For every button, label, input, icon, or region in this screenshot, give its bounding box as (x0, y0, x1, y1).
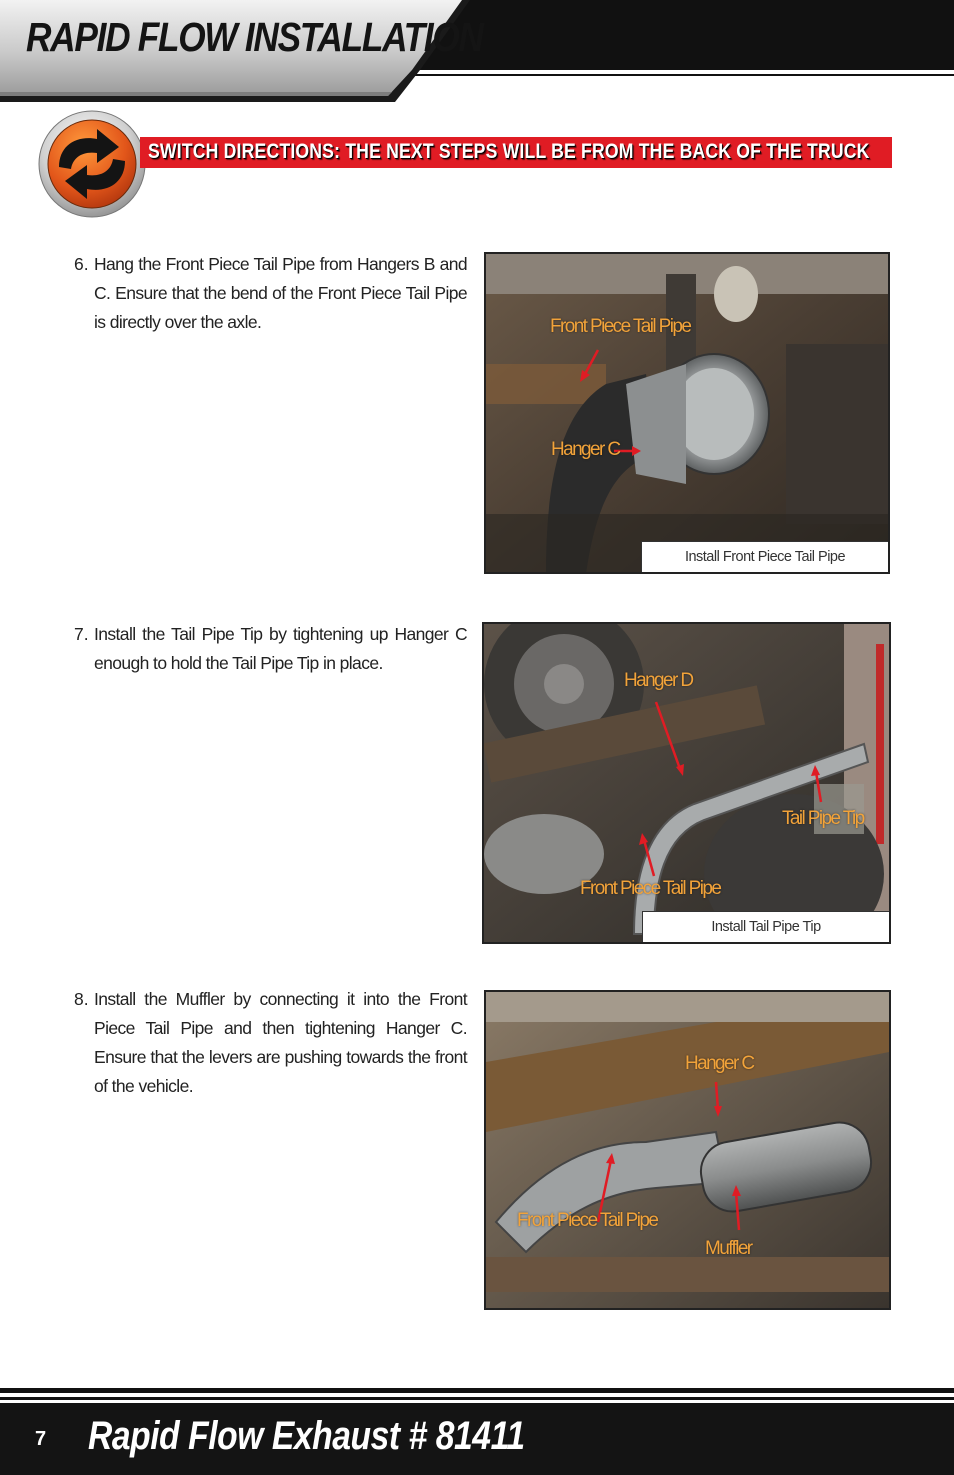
undercarriage-photo-1 (486, 254, 888, 572)
callout-label: Tail Pipe Tip (782, 808, 864, 829)
step-number: 7. (74, 624, 89, 644)
switch-directions-icon (37, 109, 147, 219)
step-8 (74, 985, 467, 1101)
step-7 (74, 620, 467, 678)
callout-label: Front Piece Tail Pipe (550, 316, 691, 337)
photo-caption: Install Tail Pipe Tip (642, 911, 890, 943)
switch-banner-text: SWITCH DIRECTIONS: THE NEXT STEPS WILL BE FROM THE BACK OF THE TRUCK (148, 140, 870, 163)
callout-label: Front Piece Tail Pipe (580, 878, 721, 899)
footer-title: Rapid Flow Exhaust # 81411 (88, 1414, 525, 1458)
callout-label: Hanger D (624, 670, 693, 691)
photo-muffler (484, 990, 891, 1310)
step-text: Install the Tail Pipe Tip by tightening up Hanger C enough to hold the Tail Pipe Tip in place. (94, 624, 467, 673)
step-text: Hang the Front Piece Tail Pipe from Hangers B and C. Ensure that the bend of the Front Piece Tail Pipe is directly over the axle. (94, 254, 467, 332)
step-number: 6. (74, 254, 89, 274)
callout-label: Hanger C (685, 1053, 754, 1074)
page-title: RAPID FLOW INSTALLATION (26, 14, 483, 60)
photo-front-piece-tail-pipe (484, 252, 890, 574)
step-6 (74, 250, 467, 337)
photo-caption: Install Front Piece Tail Pipe (641, 541, 889, 573)
photo-tail-pipe-tip (482, 622, 891, 944)
undercarriage-photo-3 (486, 992, 889, 1308)
callout-label: Front Piece Tail Pipe (517, 1210, 658, 1231)
callout-label: Muffler (705, 1238, 752, 1259)
callout-label: Hanger C (551, 439, 620, 460)
page-number: 7 (35, 1428, 47, 1450)
step-text: Install the Muffler by connecting it into the Front Piece Tail Pipe and then tightening Hanger C. Ensure that the levers are pushing towards the front of the vehicle. (94, 989, 467, 1096)
step-number: 8. (74, 989, 89, 1009)
